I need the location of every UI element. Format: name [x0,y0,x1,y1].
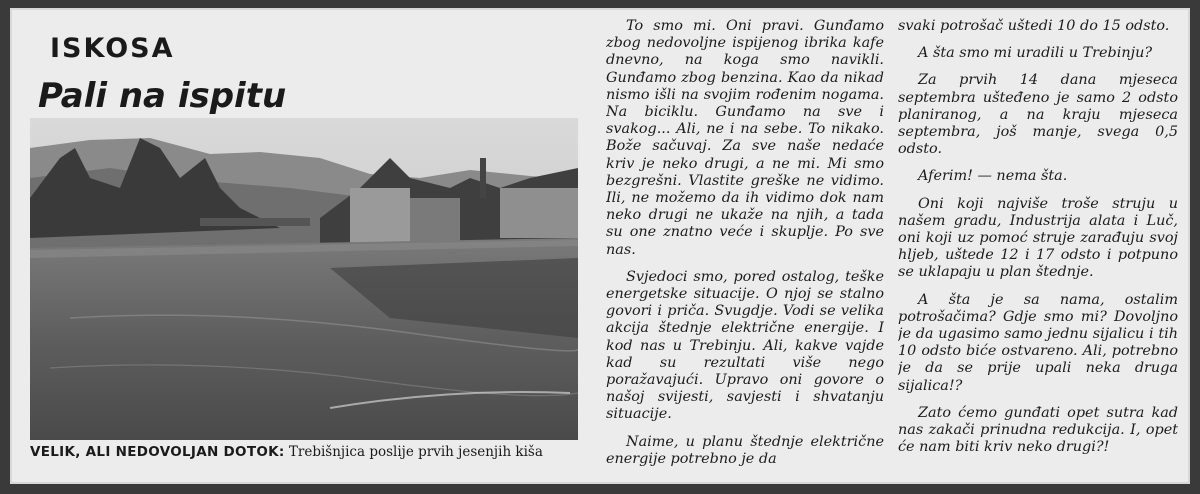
river-photo [30,118,578,440]
paragraph: Zato ćemo gunđati opet sutra kad nas zakači prinudna redukcija. I, opet će nam biti kriv neko drugi?! [898,404,1178,456]
column-kicker: ISKOSA [50,33,175,64]
paragraph: Oni koji najviše troše struju u našem gradu, Industrija alata i Luč, oni koji uz pomoć struje zarađuju svoj hljeb, uštede 12 i 17 odsto i potpuno se uklapaju u plan štednje. [898,195,1178,281]
paragraph: Za prvih 14 dana mjeseca septembra ušteđeno je samo 2 odsto planiranog, a na kraju mjeseca septembra, još manje, svega 0,5 odsto. [898,72,1178,158]
paragraph: svaki potrošač uštedi 10 do 15 odsto. [898,18,1170,34]
paragraph: Aferim! — nema šta. [918,168,1068,185]
photo-caption [30,444,578,461]
text-column-1 [606,18,884,484]
caption-lead: VELIK, ALI NEDOVOLJAN DOTOK: [30,444,285,460]
paragraph: To smo mi. Oni pravi. Gunđamo zbog nedovoljne ispijenog ibrika kafe dnevno, na koga smo navikli. Gunđamo zbog benzina. Kao da nikad nismo išli na svojim rođenim nogama. Na biciklu. Gunđamo na sve i svakog... Ali, ne i na sebe. To nikako. Bože sačuvaj. Za sve naše nedaće kriv je neko drugi, a ne mi. Mi smo bezgrešni. Vlastite greške ne vidimo. Ili, ne možemo da ih vidimo dok nam neko drugi ne ukaže na njih, a tada su one znatno veće i skuplje. Po sve nas. [606,18,884,258]
paragraph: Svjedoci smo, pored ostalog, teške energetske situacije. O njoj se stalno govori i priča. Svugdje. Vodi se velika akcija štednje električne energije. I kod nas u Trebinju. Ali, kakve vajde kad su rezultati više nego poražavajući. Upravo oni govore o našoj svijesti, savjesti i shvatanju situacije. [606,268,884,423]
paragraph: A šta smo mi uradili u Trebinju? [918,45,1153,62]
text-column-2 [898,18,1178,484]
paragraph: A šta je sa nama, ostalim potrošačima? Gdje smo mi? Dovoljno je da ugasimo samo jednu sijalicu i tih 10 odsto biće ostvareno. Ali, potrebno je da se prije upali neka druga sijalica!? [898,291,1178,394]
newspaper-clipping [10,8,1190,484]
paragraph: Naime, u planu štednje električne energije potrebno je da [606,433,884,467]
headline: Pali na ispitu [38,76,287,116]
caption-text: Trebišnjica poslije prvih jesenjih kiša [288,444,543,460]
